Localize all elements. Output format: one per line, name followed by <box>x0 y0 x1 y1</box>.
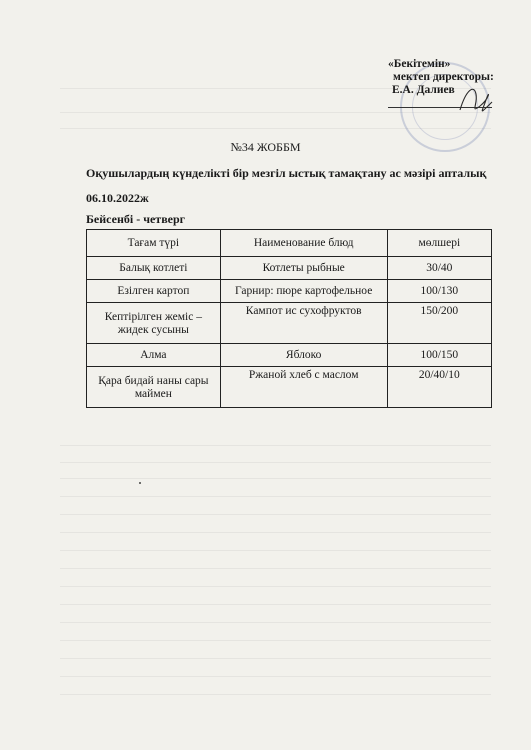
approval-line-2: мектеп директоры: <box>393 71 494 83</box>
cell-portion: 20/40/10 <box>387 367 491 408</box>
table-row <box>87 257 492 280</box>
cell-portion: 30/40 <box>387 257 491 280</box>
table-row <box>87 367 492 408</box>
stray-mark <box>139 482 141 484</box>
header-dish-kz: Тағам түрі <box>87 230 221 257</box>
cell-dish-kz: Кептірілген жеміс – жидек сусыны <box>87 303 221 344</box>
header-dish-ru: Наименование блюд <box>220 230 387 257</box>
table-header-row <box>87 230 492 257</box>
cell-portion: 100/130 <box>387 280 491 303</box>
header-portion: мөлшері <box>387 230 491 257</box>
cell-portion: 100/150 <box>387 344 491 367</box>
table-row <box>87 344 492 367</box>
cell-dish-ru: Ржаной хлеб с маслом <box>220 367 387 408</box>
cell-dish-kz: Балық котлеті <box>87 257 221 280</box>
approval-line-3: Е.А. Далиев <box>392 84 455 96</box>
signature-mark <box>456 80 496 120</box>
cell-dish-kz: Алма <box>87 344 221 367</box>
menu-days: Бейсенбі - четверг <box>86 212 186 226</box>
cell-dish-ru: Кампот ис сухофруктов <box>220 303 387 344</box>
cell-portion: 150/200 <box>387 303 491 344</box>
menu-date: 06.10.2022ж <box>86 191 149 205</box>
table-row <box>87 303 492 344</box>
cell-dish-ru: Яблоко <box>220 344 387 367</box>
cell-dish-kz: Қара бидай наны сары маймен <box>87 367 221 408</box>
menu-table <box>86 229 492 408</box>
approval-line-1: «Бекітемін» <box>388 58 451 70</box>
cell-dish-ru: Гарнир: пюре картофельное <box>220 280 387 303</box>
school-title: №34 ЖОББМ <box>230 140 301 154</box>
cell-dish-ru: Котлеты рыбные <box>220 257 387 280</box>
cell-dish-kz: Езілген картоп <box>87 280 221 303</box>
menu-title: Оқушылардың күнделікті бір мезгіл ыстық тамақтану ас мәзірі апталық <box>86 166 487 180</box>
table-row <box>87 280 492 303</box>
